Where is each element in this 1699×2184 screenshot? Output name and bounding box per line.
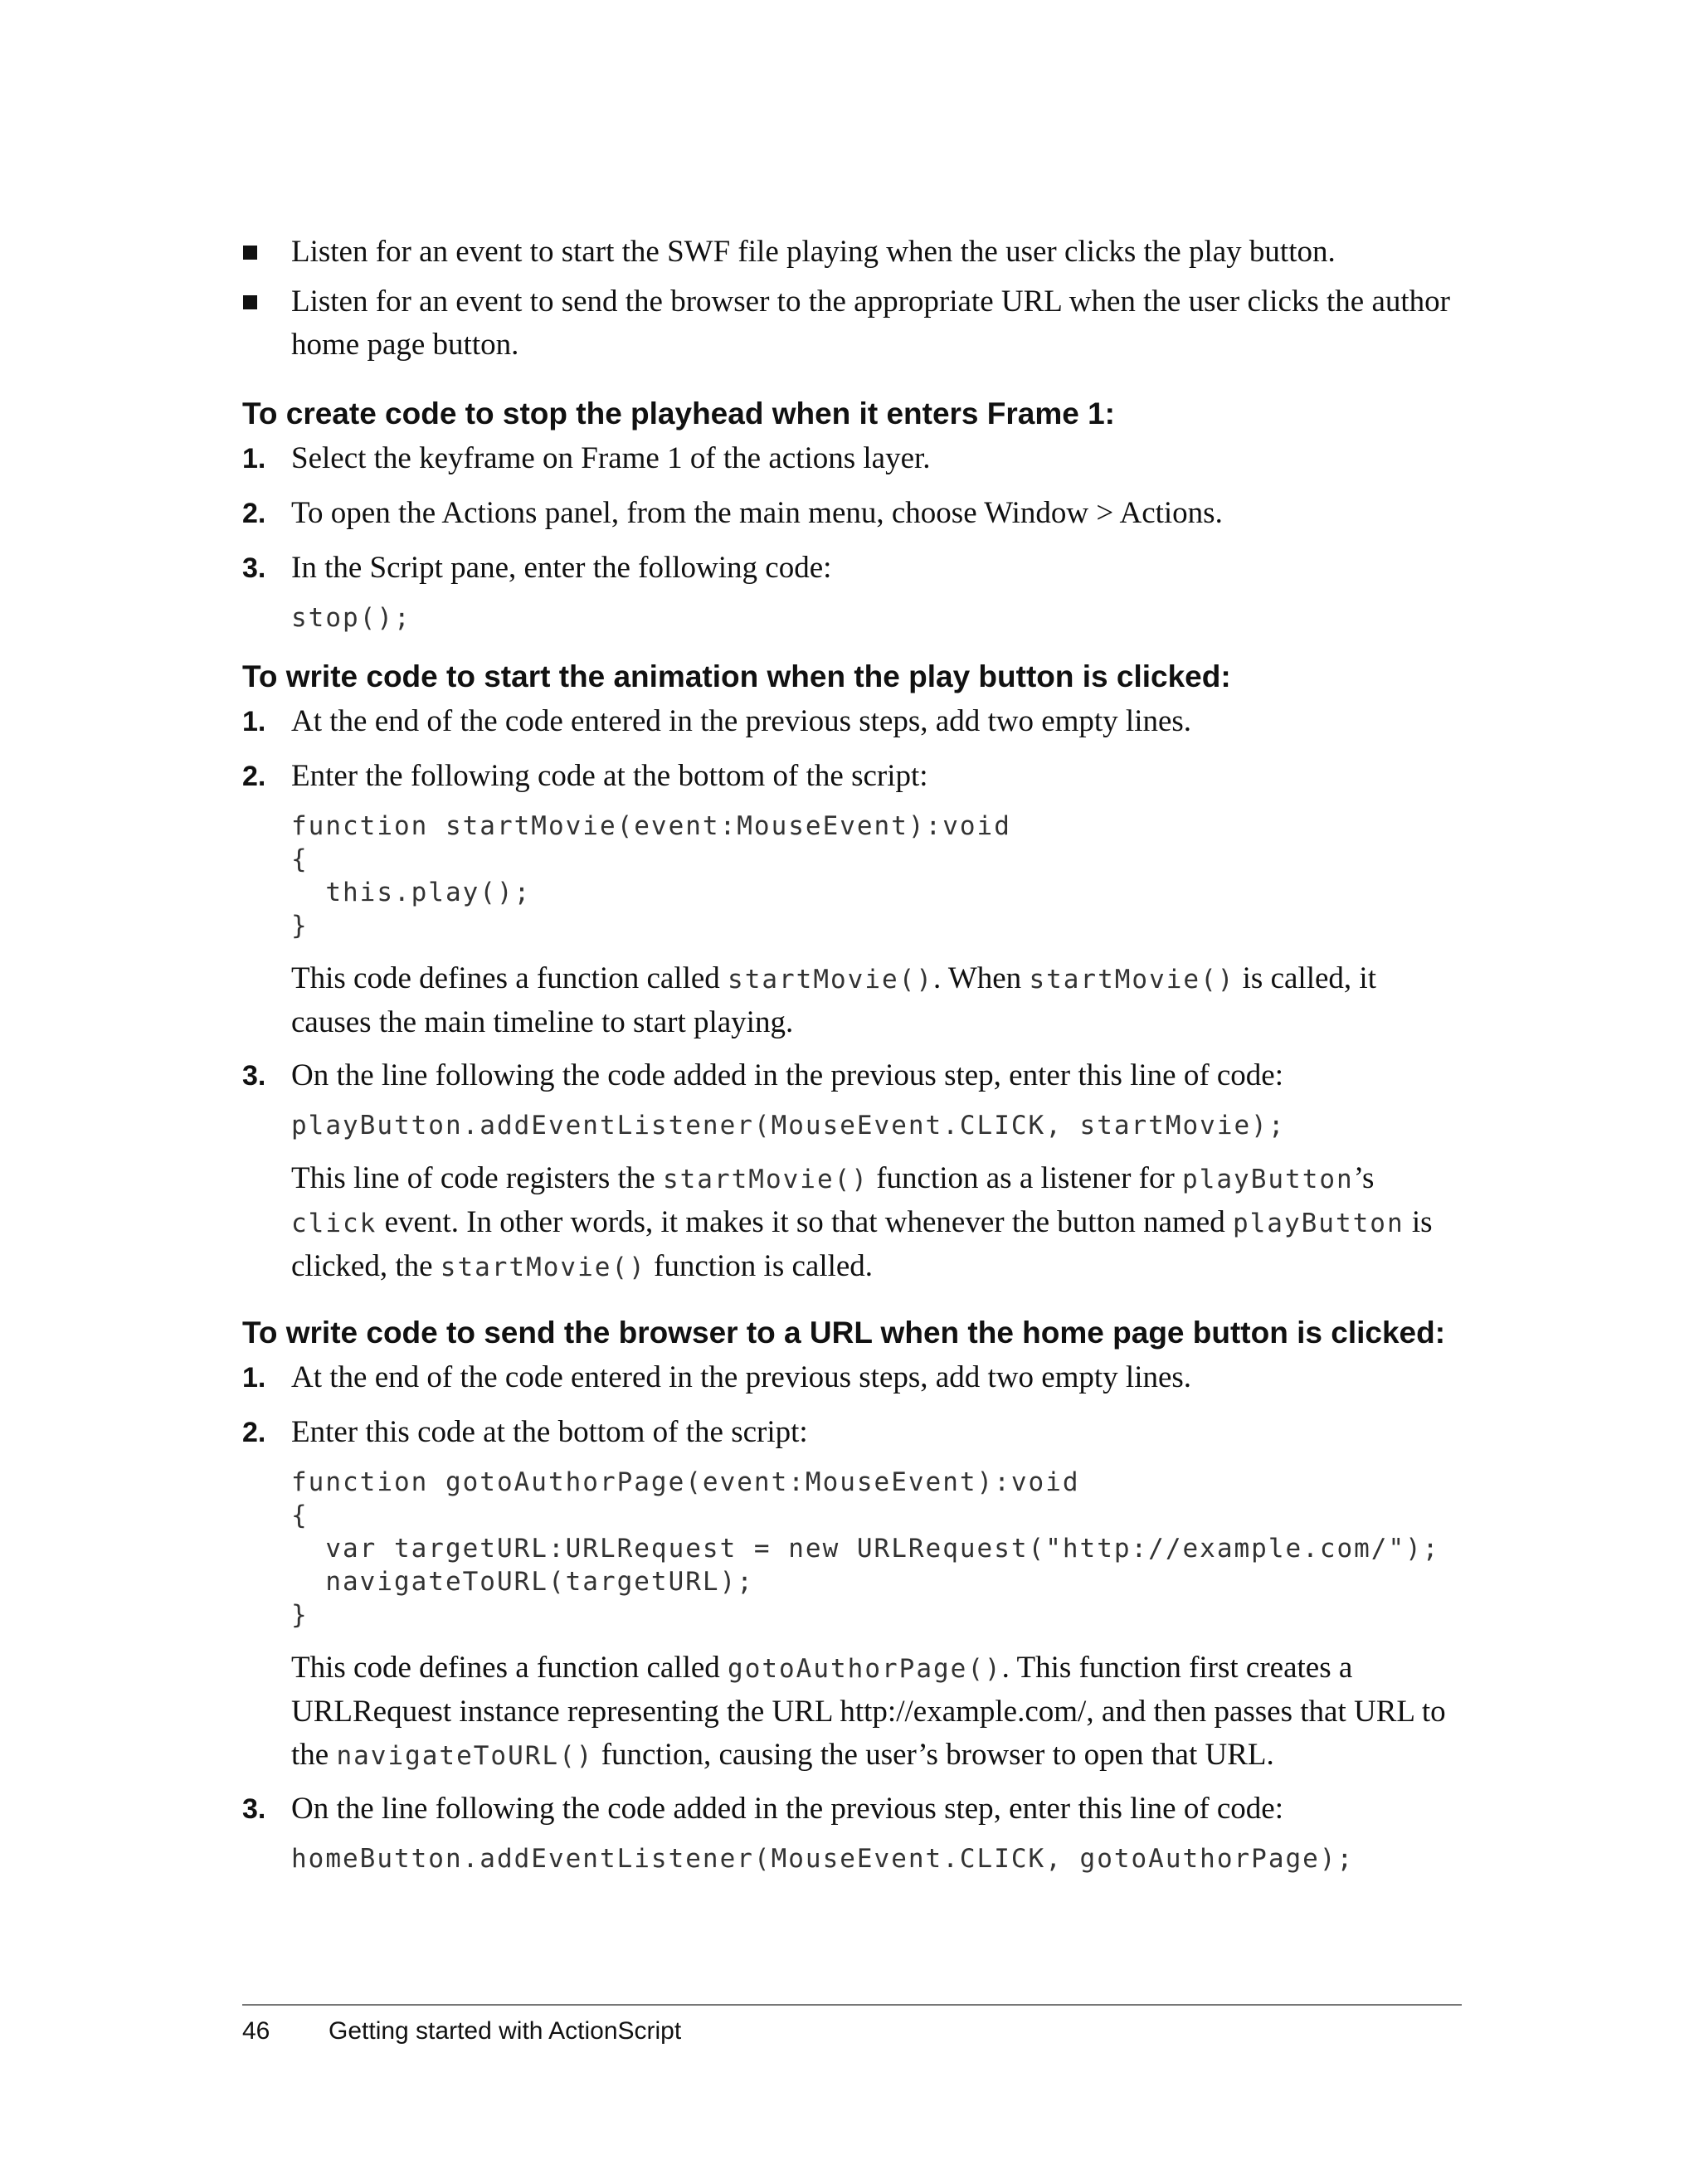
steps-list-send-browser-url: [242, 1356, 1462, 1875]
explanation-paragraph: [291, 1157, 1462, 1289]
text-run: This code defines a function called: [291, 961, 728, 995]
section-heading-send-browser-url: To write code to send the browser to a URL when the home page button is clicked:: [242, 1316, 1446, 1350]
text-run: function, causing the user’s browser to open that URL.: [593, 1738, 1274, 1772]
list-item: [242, 492, 1462, 535]
list-item: [242, 437, 1462, 480]
inline-code: playButton: [1232, 1209, 1404, 1238]
code-line: var targetURL:URLRequest = new URLRequest("http://example.com/");: [291, 1534, 1440, 1564]
code-block: [291, 1466, 1462, 1632]
page-footer: [242, 2017, 681, 2045]
step-number: 3.: [242, 552, 266, 584]
step-number: 3.: [242, 1060, 266, 1092]
code-line: navigateToURL(targetURL);: [291, 1567, 754, 1597]
list-item: [242, 1411, 1462, 1778]
text-run: is clicked, the: [291, 1205, 1433, 1283]
step-number: 2.: [242, 761, 266, 792]
text-run: . When: [933, 961, 1030, 995]
code-line: function startMovie(event:MouseEvent):void: [291, 811, 1011, 841]
inline-code: gotoAuthorPage(): [728, 1654, 1002, 1684]
list-item: [242, 1054, 1462, 1289]
step-number: 2.: [242, 1417, 266, 1448]
list-item: [242, 755, 1462, 1044]
code-line: {: [291, 1501, 309, 1530]
steps-list-start-animation: [242, 700, 1462, 1289]
section-heading-start-animation: To write code to start the animation when the play button is clicked:: [242, 659, 1231, 693]
explanation-paragraph: [291, 957, 1462, 1044]
bullet-text: Listen for an event to start the SWF file playing when the user clicks the play button.: [291, 235, 1336, 269]
code-line: playButton.addEventListener(MouseEvent.CLICK, startMovie);: [291, 1111, 1286, 1141]
text-run: ’s: [1353, 1161, 1375, 1195]
list-item: [242, 547, 1462, 635]
text-run: is called, it causes the main timeline to start playing.: [291, 961, 1376, 1039]
list-item: [242, 280, 1462, 367]
bullet-list: [242, 231, 1462, 367]
inline-code: startMovie(): [440, 1253, 646, 1282]
inline-code: startMovie(): [728, 965, 933, 995]
text-run: function is called.: [645, 1249, 874, 1283]
code-block: [291, 810, 1462, 942]
code-block: [291, 1842, 1462, 1875]
code-block: [291, 601, 1462, 635]
step-text: On the line following the code added in the previous step, enter this line of code:: [291, 1792, 1284, 1826]
text-run: This line of code registers the: [291, 1161, 663, 1195]
text-run: . This function first creates a URLRequest instance representing the URL http://example.com/, and then passes that URL to the: [291, 1651, 1446, 1772]
code-block: [291, 1109, 1462, 1142]
text-run: This code defines a function called: [291, 1651, 728, 1685]
step-number: 1.: [242, 443, 266, 474]
footer-divider: [242, 2004, 1462, 2006]
inline-code: navigateToURL(): [336, 1741, 594, 1771]
list-item: [242, 1356, 1462, 1399]
text-run: event. In other words, it makes it so that whenever the button named: [377, 1205, 1233, 1239]
list-item: [242, 700, 1462, 743]
step-number: 1.: [242, 1362, 266, 1394]
section-heading-stop-playhead: To create code to stop the playhead when it enters Frame 1:: [242, 396, 1116, 430]
step-number: 1.: [242, 706, 266, 737]
inline-code: playButton: [1182, 1165, 1354, 1194]
page-content: [242, 231, 1462, 1890]
code-line: this.play();: [291, 878, 532, 907]
inline-code: startMovie(): [662, 1165, 869, 1194]
square-bullet-icon: [243, 295, 257, 309]
inline-code: startMovie(): [1029, 965, 1235, 995]
code-line: function gotoAuthorPage(event:MouseEvent):void: [291, 1467, 1080, 1497]
step-text: Select the keyframe on Frame 1 of the actions layer.: [291, 441, 931, 475]
running-footer-title: Getting started with ActionScript: [329, 2017, 682, 2045]
bullet-text: Listen for an event to send the browser to the appropriate URL when the user clicks the author home page button.: [291, 285, 1451, 362]
list-item: [242, 231, 1462, 274]
step-number: 3.: [242, 1793, 266, 1825]
page-number: 46: [242, 2017, 270, 2045]
step-text: Enter the following code at the bottom of the script:: [291, 759, 928, 793]
code-line: stop();: [291, 603, 411, 633]
code-line: }: [291, 911, 309, 941]
code-line: homeButton.addEventListener(MouseEvent.CLICK, gotoAuthorPage);: [291, 1844, 1355, 1874]
code-line: {: [291, 844, 309, 874]
step-text: At the end of the code entered in the previous steps, add two empty lines.: [291, 704, 1192, 738]
step-text: On the line following the code added in the previous step, enter this line of code:: [291, 1058, 1284, 1092]
steps-list-stop-playhead: [242, 437, 1462, 635]
explanation-paragraph: [291, 1647, 1462, 1778]
step-text: At the end of the code entered in the previous steps, add two empty lines.: [291, 1360, 1192, 1394]
step-text: In the Script pane, enter the following code:: [291, 551, 832, 585]
step-text: To open the Actions panel, from the main menu, choose Window > Actions.: [291, 496, 1223, 530]
text-run: function as a listener for: [868, 1161, 1183, 1195]
code-line: }: [291, 1600, 309, 1630]
list-item: [242, 1788, 1462, 1875]
square-bullet-icon: [243, 246, 257, 260]
inline-code: click: [291, 1209, 377, 1238]
step-text: Enter this code at the bottom of the script:: [291, 1415, 808, 1449]
step-number: 2.: [242, 498, 266, 529]
